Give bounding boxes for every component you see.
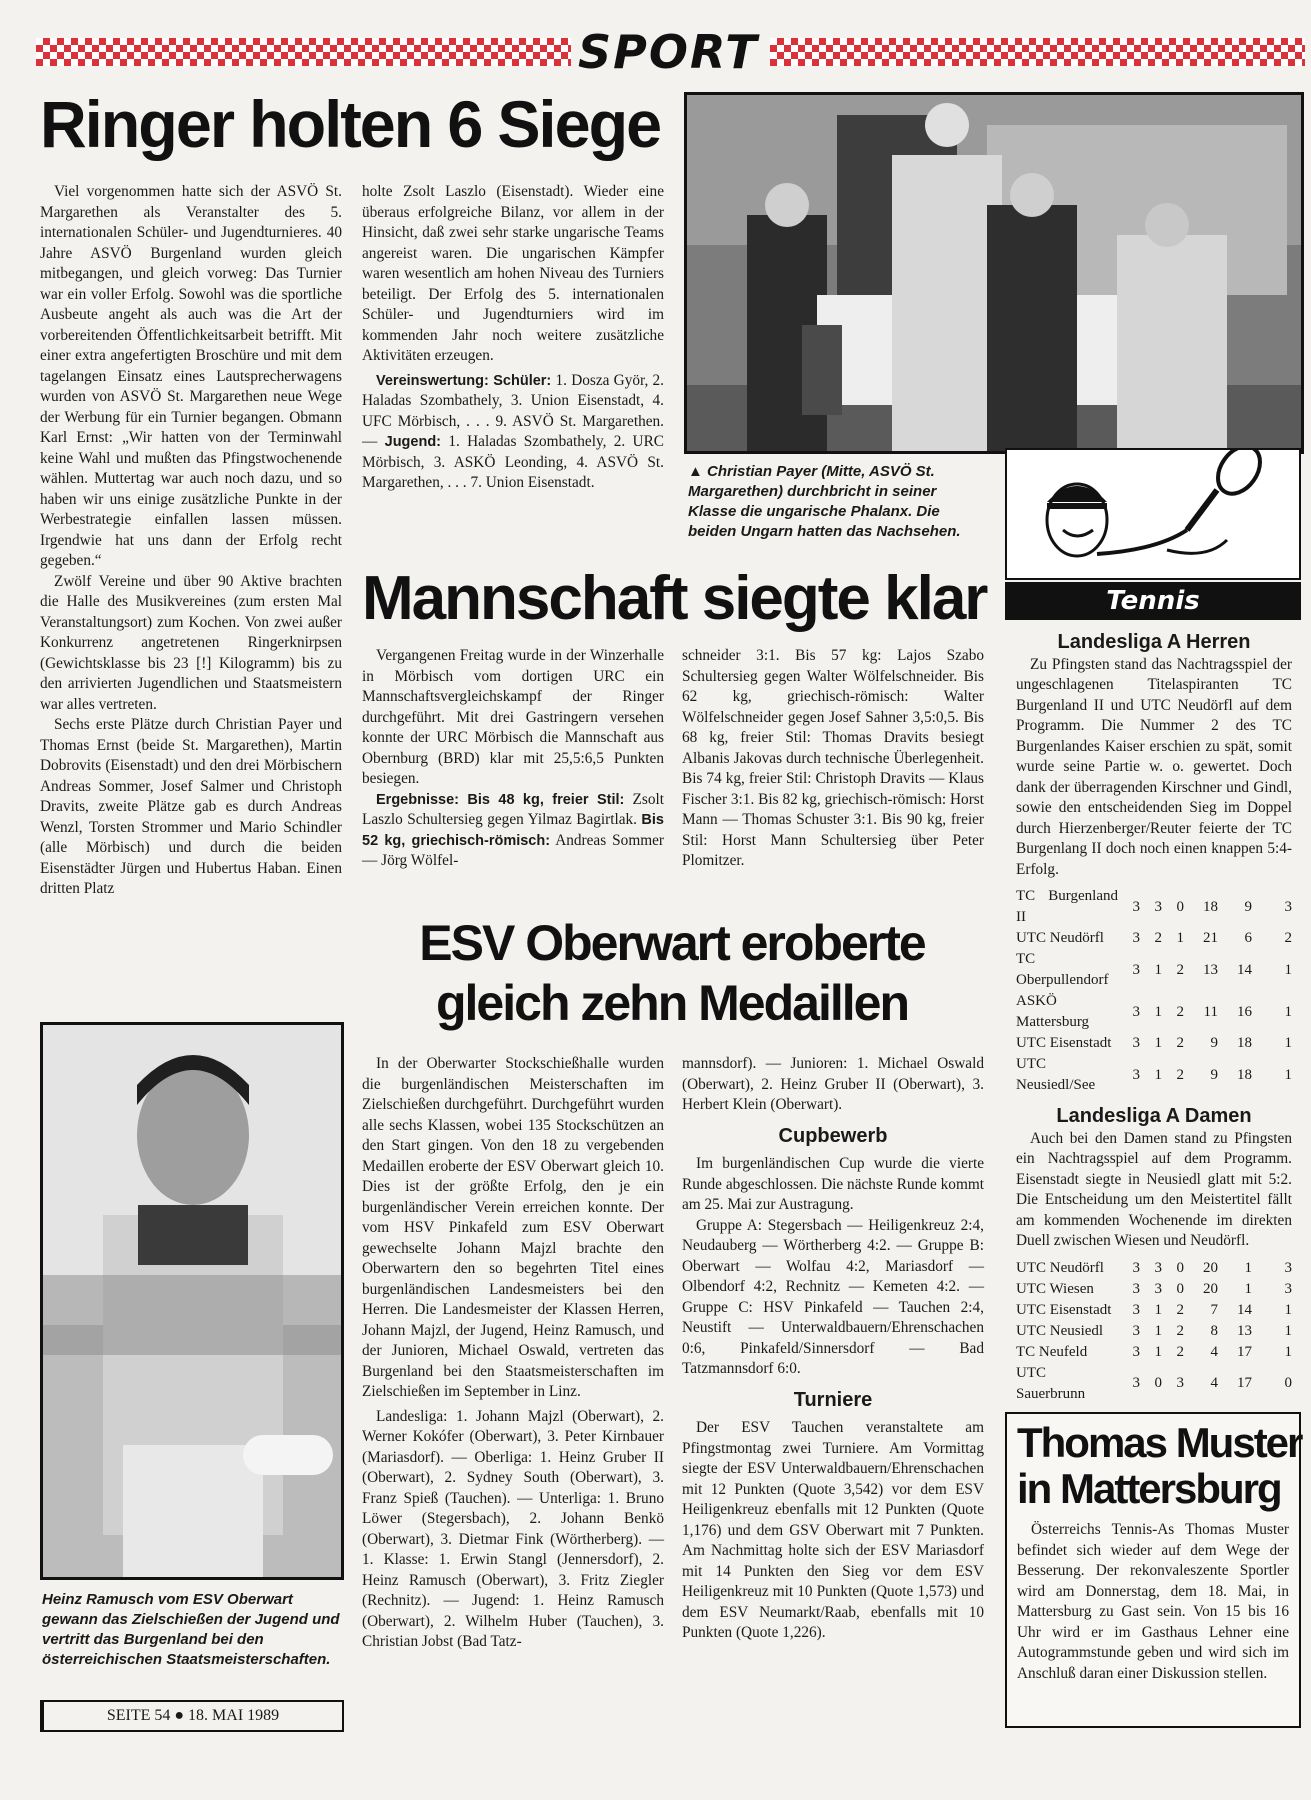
herren-title: Landesliga A Herren [1057, 631, 1251, 653]
esv-col2-p1: mannsdorf). — Junioren: 1. Michael Oswald (Oberwart), 2. Heinz Gruber II (Oberwart), 3. Herbert Klein (Oberwart). [682, 1055, 984, 1113]
damen-title: Landesliga A Damen [1056, 1105, 1252, 1127]
ringer-photo-caption: ▲ Christian Payer (Mitte, ASVÖ St. Margarethen) durchbricht in seiner Klasse die ungarische Phalanx. Die beiden Ungarn hatten das Nachsehen. [688, 463, 961, 540]
table-cell: 16 [1237, 1003, 1252, 1020]
klasse-52-label: Bis 52 kg, griechisch-römisch: [362, 812, 664, 849]
table-cell: 3 [1132, 1301, 1140, 1318]
table-cell: 1 [1154, 961, 1162, 978]
table-cell: 1 [1154, 1003, 1162, 1020]
table-cell: 3 [1132, 1343, 1140, 1360]
ergebnisse-text: Zsolt Laszlo Schultersieg gegen Yilmaz Bagirtlak. [362, 790, 664, 828]
header-pattern-right [770, 38, 1305, 66]
table-row [1016, 1258, 1292, 1279]
table-cell: 1 [1284, 1035, 1292, 1051]
table-cell: 6 [1244, 930, 1252, 946]
table-cell: 7 [1210, 1301, 1218, 1318]
table-cell: TC Burgenland II [1016, 888, 1118, 925]
vereinswertung-label: Vereinswertung: Schüler: [376, 372, 552, 389]
table-cell: 0 [1154, 1375, 1162, 1391]
table-cell: UTC Eisenstadt [1016, 1035, 1112, 1051]
table-cell: UTC Neusiedl/See [1016, 1056, 1096, 1093]
table-cell: 17 [1237, 1375, 1252, 1391]
table-cell: 20 [1203, 1280, 1218, 1297]
table-cell: 11 [1203, 1003, 1218, 1020]
mannschaft-col2 [682, 646, 984, 872]
esv-col1-p1: In der Oberwarter Stockschießhalle wurden die burgenländischen Meisterschaften im Zielschießen durchgeführt. Durchgeführt wurden alle sechs Klassen, wobei 135 Stockschützen an den Start gingen. Von den 18 zu vergebenden Medaillen eroberte der ESV Oberwart gleich 10. Dies ist der größte Erfolg, den je ein burgenländischer Verein erreichen konnte. Der vom HSV Pinkafeld zum ESV Oberwart gewechselte Johann Majzl brachte den Oberwartern den so begehrten Titel eines burgenländischen Landesmeisters bei den Herren. Die Landesmeister der Klassen Herren, Johann Majzl, der Jugend, Heinz Ramusch, und der Junioren, Michael Oswald, vertreten das Burgenland bei den Staatsmeisterschaften im Zielschießen im September in Linz. [362, 1055, 664, 1400]
ringer-podium-photo [684, 92, 1304, 454]
table-cell: 1 [1154, 1343, 1162, 1360]
table-cell: 1 [1244, 1280, 1252, 1297]
table-cell: 3 [1132, 1035, 1140, 1051]
muster-headline-line2: in Mattersburg [1017, 1465, 1281, 1512]
table-cell: 2 [1176, 1066, 1184, 1083]
table-cell: 21 [1203, 930, 1218, 946]
table-cell: 1 [1154, 1035, 1162, 1051]
damen-table [1016, 1258, 1292, 1405]
mannschaft-col2-p1: schneider 3:1. Bis 57 kg: Lajos Szabo Schultersieg gegen Walter Wölfelschneider. Bis 62 kg, griechisch-römisch: Walter Wölfelschneider gegen Josef Sahner 3,5:0,5. Bis 68 kg, freier Stil: Thomas Dravits besiegt Albanis Jakovas durch technische Überlegenheit. Bis 74 kg, freier Stil: Christoph Dravits — Klaus Fischer 3:1. Bis 82 kg, griechisch-römisch: Horst Mann — Thomas Schuster 3:1. Bis 90 kg, freier Stil: Horst Mann Schultersieg über Peter Plomitzer. [682, 647, 984, 869]
muster-box [1005, 1412, 1301, 1728]
mannschaft-headline: Mannschaft siegte klar [362, 564, 987, 633]
ringer-col1-p2: Zwölf Vereine und über 90 Aktive brachten die Halle des Musikvereines (zum ersten Mal Veranstaltungsort) zum Kochen. Von zwei außer Konkurrenz angetretenen Ringerknirpsen (Gewichtsklasse bis 23 [!] Kilogramm) bis zu den arrivierten Jugendlichen und Staatsmeistern war alles vertreten. [40, 572, 342, 713]
table-cell: 18 [1237, 1035, 1252, 1051]
table-cell: 3 [1284, 1280, 1292, 1297]
podium-photo-drawing [687, 95, 1304, 454]
tennis-cartoon [1005, 448, 1301, 580]
table-cell: 3 [1132, 1322, 1140, 1339]
table-cell: 1 [1244, 1259, 1252, 1276]
ringer-col2-p1: holte Zsolt Laszlo (Eisenstadt). Wieder eine überaus erfolgreiche Bilanz, vor allem in der Hinsicht, daß zwei sehr starke ungarische Teams angereist waren. Die ungarischen Kämpfer waren wesentlich am hohen Niveau des Turniers beteiligt. Der Erfolg des 5. internationalen Schüler- und Jugendturniers wird im kommenden Jahr noch weitere zusätzliche Aktivitäten erzeugen. [362, 183, 664, 364]
table-cell: 0 [1176, 1259, 1184, 1276]
table-row [1016, 1342, 1292, 1363]
muster-headline-line1: Thomas Muster [1017, 1419, 1302, 1466]
table-cell: 2 [1176, 1035, 1184, 1051]
table-cell: 1 [1176, 930, 1184, 946]
turniere-heading: Turniere [793, 1388, 873, 1411]
ringer-col2 [362, 182, 664, 494]
table-cell: UTC Neusiedl [1016, 1322, 1104, 1339]
table-cell: 1 [1154, 1322, 1162, 1339]
jugend-text: 1. Haladas Szombathely, 2. URC Mörbisch, 3. ASKÖ Leonding, 4. ASVÖ St. Margarethen, . . . 7. Union Eisenstadt. [362, 433, 664, 491]
header-pattern-left [36, 38, 571, 66]
tennis-label-bar [1005, 582, 1301, 620]
ramusch-photo-caption: Heinz Ramusch vom ESV Oberwart gewann das Zielschießen der Jugend und vertritt das Burgenland bei den österreichischen Staatsmeisterschaften. [42, 1591, 340, 1668]
table-cell: 0 [1284, 1375, 1292, 1391]
table-cell: 2 [1284, 930, 1292, 946]
table-cell: 4 [1210, 1375, 1218, 1391]
table-cell: TC Oberpullendorf [1016, 951, 1109, 988]
table-row [1016, 949, 1292, 991]
mannschaft-col1-p2 [362, 790, 664, 872]
table-row [1016, 1279, 1292, 1300]
table-cell: 2 [1176, 1301, 1184, 1318]
table-row [1016, 1363, 1292, 1405]
page-footer [40, 1700, 344, 1732]
esv-col2-p4: Der ESV Tauchen veranstaltete am Pfingstmontag zwei Turniere. Am Vormittag siegte der ESV Unterwaldbauern/Ehrenschachen mit 12 Punkten (Quote 3,542) vor dem ESV Heiligenkreuz ebenfalls mit 12 Punkten (Quote 1,176) und dem GSV Oberwart mit 7 Punkten. Am Nachmittag holte sich der ESV Mariasdorf mit 14 Punkten den Sieg vor dem ESV Heiligenkreuz mit 10 Punkten (Quote 1,573) und dem ESV Neumarkt/Raab, ebenfalls mit 10 Punkten (Quote 1,226). [682, 1419, 984, 1641]
table-cell: 3 [1132, 930, 1140, 946]
table-cell: 9 [1244, 898, 1252, 915]
table-cell: UTC Eisenstadt [1016, 1301, 1112, 1318]
section-title: SPORT [578, 25, 759, 79]
table-row [1016, 928, 1292, 949]
table-cell: 2 [1176, 961, 1184, 978]
table-cell: 3 [1284, 1259, 1292, 1276]
mannschaft-col1-p1: Vergangenen Freitag wurde in der Winzerhalle in Mörbisch vom dortigen URC ein Mannschaftsvergleichskampf der Ringer durchgeführt. Mit drei Gastringern versehen konnte der URC Mörbisch die Mannschaft aus Obernburg (BRD) klar mit 25,5:6,5 Punkten besiegen. [362, 647, 664, 787]
esv-col2-p2: Im burgenländischen Cup wurde die vierte Runde abgeschlossen. Die nächste Runde kommt am 25. Mai zur Austragung. [682, 1155, 984, 1213]
table-cell: 3 [1132, 1280, 1140, 1297]
table-cell: 3 [1132, 1259, 1140, 1276]
table-cell: 1 [1154, 1301, 1162, 1318]
table-cell: 4 [1210, 1343, 1218, 1360]
table-cell: 3 [1284, 898, 1292, 915]
ringer-col1 [40, 182, 342, 900]
table-cell: 3 [1132, 898, 1140, 915]
table-cell: 17 [1237, 1343, 1252, 1360]
table-row [1016, 1300, 1292, 1321]
table-cell: 2 [1176, 1322, 1184, 1339]
tennis-player-icon [1007, 450, 1303, 582]
ramusch-photo [40, 1022, 344, 1580]
table-cell: 20 [1203, 1259, 1218, 1276]
table-cell: ASKÖ Mattersburg [1016, 993, 1090, 1030]
esv-col2-p3: Gruppe A: Stegersbach — Heiligenkreuz 2:4, Neudauberg — Wörtherberg 4:2. — Gruppe B: Oberwart — Wolfau 4:2, Mariasdorf — Olbendorf 4:2, Rechnitz — Kemeten 4:2. — Gruppe C: HSV Pinkafeld — Tauchen 2:4, Neustift — Unterwaldbauern/Ehrenschachen 0:6, Pinkafeld/Sinnersdorf — Bad Tatzmannsdorf 6:0. [682, 1216, 984, 1377]
herren-table [1016, 886, 1292, 1096]
table-cell: 1 [1284, 1322, 1292, 1339]
muster-text: Österreichs Tennis-As Thomas Muster befindet sich wieder auf dem Wege der Besserung. Der rekonvaleszente Sportler wird am Donnerstag, dem 18. Mai, in Mattersburg zu Gast sein. Von 15 bis 16 Uhr wird er im Gasthaus Lehner eine Autogrammstunde geben und wird sich im Anschluß daran einer Diskussion stellen. [1017, 1521, 1289, 1682]
table-cell: 3 [1132, 961, 1140, 978]
table-row [1016, 1033, 1292, 1054]
table-cell: 14 [1237, 1301, 1252, 1318]
table-cell: 0 [1176, 898, 1184, 915]
esv-col1 [362, 1054, 664, 1653]
table-cell: 9 [1210, 1066, 1218, 1083]
table-cell: 1 [1284, 961, 1292, 978]
esv-headline-line2: gleich zehn Medaillen [436, 975, 908, 1031]
table-cell: 1 [1284, 1003, 1292, 1020]
table-cell: TC Neufeld [1016, 1343, 1088, 1360]
table-row [1016, 1321, 1292, 1342]
table-cell: 0 [1176, 1280, 1184, 1297]
table-cell: 18 [1237, 1066, 1252, 1083]
table-cell: 3 [1154, 1259, 1162, 1276]
ringer-col1-p1: Viel vorgenommen hatte sich der ASVÖ St. Margarethen als Veranstalter des 5. internationalen Schüler- und Jugendturnieres. 40 Jahre ASVÖ Burgenland wurden gleich mitbegangen, und gleich vorweg: Das Turnier war ein voller Erfolg. Sowohl was die sportliche Ausbeute angeht als auch was die Art der vorbereitenden Öffentlichkeitsarbeit betrifft. Mit einer extra angefertigten Broschüre und mit dem tagelangen Einsatz eines Lautsprecherwagens wurden von ASVÖ St. Margarethen neue Wege der Werbung für ein Turnier begangen. Obmann Karl Ernst: „Wir hatten von der Terminwahl keine Wahl und mußten das Pfingstwochenende wählen. Muttertag war auch noch dazu, und so haben wir uns einige zusätzliche Punkte in der Werbestrategie einfallen lassen müssen. Irgendwie hat uns dann der Erfolg recht gegeben.“ [40, 183, 342, 569]
tennis-label: Tennis [1106, 586, 1200, 616]
herren-text: Zu Pfingsten stand das Nachtragsspiel der ungeschlagenen Titelaspiranten TC Burgenland II und UTC Neudörfl auf dem Programm. Die Nummer 2 des TC Burgenlandes Kaiser erschien zu spät, somit wurde seine Partie w. o. gewertet. Doch dank der überragenden Kirschner und Gindl, sowie den entscheidenden Sieg im Doppel durch Hierzenberger/Reuter feierte der TC Burgenlang II doch noch einen knappen 5:4-Erfolg. [1016, 655, 1292, 878]
table-cell: 18 [1203, 898, 1218, 915]
table-cell: 3 [1154, 898, 1162, 915]
table-cell: 14 [1237, 961, 1252, 978]
table-cell: 8 [1210, 1322, 1218, 1339]
table-row [1016, 1054, 1292, 1096]
klasse-52-text: Andreas Sommer — Jörg Wölfel- [362, 831, 664, 869]
esv-headline-line1: ESV Oberwart eroberte [419, 915, 925, 971]
esv-col1-p2: Landesliga: 1. Johann Majzl (Oberwart), 2. Werner Kokófer (Oberwart), 3. Peter Kirnbauer (Mariasdorf). — Oberliga: 1. Heinz Gruber II (Oberwart), 2. Sydney South (Oberwart), 3. Franz Spieß (Tauchen). — Unterliga: 1. Bruno Löwer (Stegersbach), 2. Johann Benkö (Oberwart), 3. Dietmar Fink (Wörtherberg). — 1. Klasse: 1. Erwin Stangl (Jennersdorf), 2. Heinz Ramusch (Oberwart), 3. Fritz Ziegler (Rechnitz). — Jugend: 1. Heinz Ramusch (Oberwart), 2. Wilhelm Huber (Tauchen), 3. Christian Jobst (Bad Tatz- [362, 1407, 664, 1650]
ringer-col1-p3: Sechs erste Plätze durch Christian Payer und Thomas Ernst (beide St. Margarethen), Martin Dobrovits (Eisenstadt) und den drei Mörbischern Andreas Sommer, Josef Salmer und Christoph Dravits, zweite Plätze gab es durch Andreas Wenzl, Torsten Strommer und Mario Schindler (alle Mörbisch) und durch die beiden Eisenstädter Jürgen und Hubertus Haban. Einen dritten Platz [40, 716, 342, 897]
vereinswertung-text: 1. Dosza Györ, 2. Haladas Szombathely, 3. Union Eisenstadt, 4. UFC Mörbisch, . . . 9. ASVÖ St. Margarethen. — [362, 371, 664, 450]
table-cell: 1 [1284, 1066, 1292, 1083]
ergebnisse-label: Ergebnisse: Bis 48 kg, freier Stil: [376, 791, 625, 808]
table-cell: 3 [1154, 1280, 1162, 1297]
table-cell: 1 [1284, 1343, 1292, 1360]
tennis-column [1016, 628, 1292, 1405]
table-cell: 2 [1176, 1343, 1184, 1360]
table-cell: 3 [1176, 1375, 1184, 1391]
table-cell: 9 [1210, 1035, 1218, 1051]
table-cell: 1 [1154, 1066, 1162, 1083]
mannschaft-col1 [362, 646, 664, 872]
table-row [1016, 991, 1292, 1033]
jugend-label: Jugend: [384, 434, 442, 450]
table-cell: 3 [1132, 1066, 1140, 1083]
table-cell: 2 [1176, 1003, 1184, 1020]
cupbewerb-heading: Cupbewerb [778, 1124, 888, 1147]
footer-text: SEITE 54 ● 18. MAI 1989 [106, 1707, 280, 1724]
table-cell: 1 [1284, 1301, 1292, 1318]
table-cell: UTC Wiesen [1016, 1280, 1094, 1297]
table-row [1016, 886, 1292, 928]
ringer-headline: Ringer holten 6 Siege [40, 87, 661, 161]
ringer-col2-p2 [362, 371, 664, 494]
table-cell: UTC Neudörfl [1016, 930, 1104, 946]
damen-text: Auch bei den Damen stand zu Pfingsten ein Nachtragsspiel auf dem Programm. Eisenstadt siegte in Neusiedl glatt mit 5:2. Die Entscheidung um den Meistertitel fällt am kommenden Wochenende im direkten Duell zwischen Wiesen und Neudörfl. [1016, 1129, 1292, 1249]
table-cell: 13 [1237, 1322, 1252, 1339]
table-cell: 13 [1203, 961, 1218, 978]
table-cell: UTC Sauerbrunn [1016, 1364, 1086, 1402]
table-cell: 3 [1132, 1375, 1140, 1391]
table-cell: 3 [1132, 1003, 1140, 1020]
table-cell: UTC Neudörfl [1016, 1259, 1104, 1276]
table-cell: 2 [1154, 930, 1162, 946]
ramusch-photo-drawing [43, 1025, 344, 1580]
esv-col2 [682, 1054, 984, 1644]
